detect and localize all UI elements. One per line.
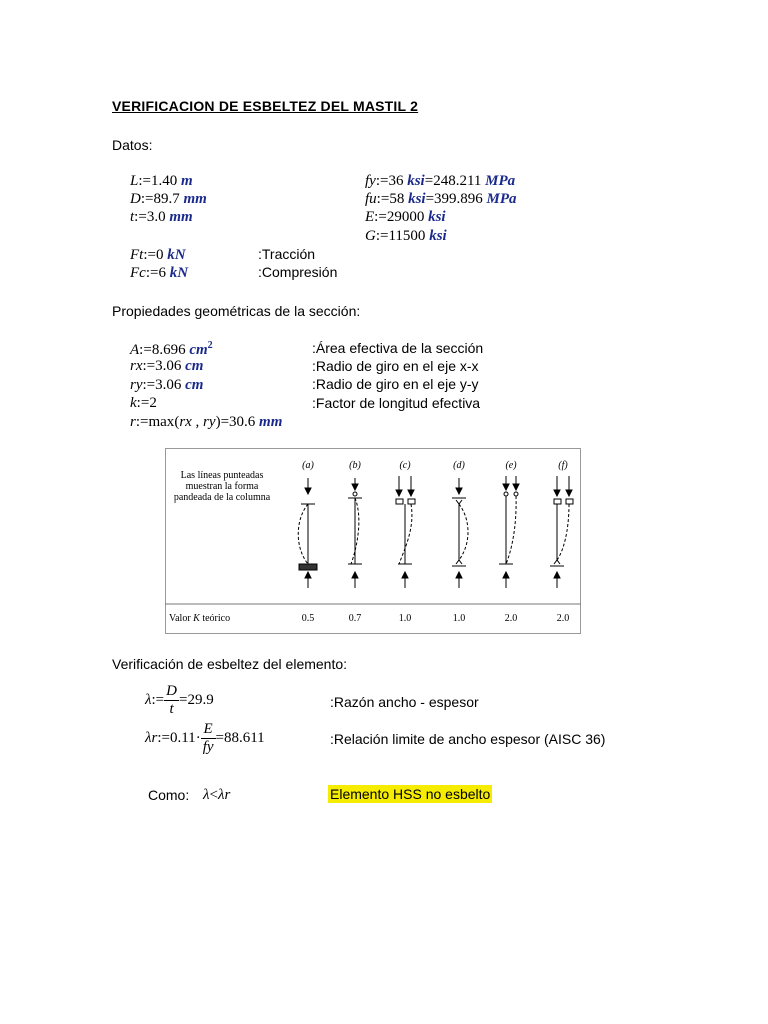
caption-line-3: pandeada de la columna [173, 492, 271, 503]
k-value: 0.5 [301, 613, 315, 624]
slenderness-label: Verificación de esbeltez del elemento: [112, 656, 348, 672]
k-value: 2.0 [556, 613, 570, 624]
k-value: 2.0 [504, 613, 518, 624]
desc-rx: :Radio de giro en el eje x-x [312, 358, 479, 374]
result-highlight [328, 786, 492, 802]
desc-compresion: :Compresión [258, 264, 338, 280]
eq-A: A:=8.696 $cm^2$ [130, 340, 213, 358]
case-label: (e) [505, 460, 517, 471]
eq-rx: rx:=3.06 cm [130, 358, 204, 374]
case-label: (f) [558, 460, 568, 471]
eq-lambda-r: λr:=0.11· $\frac{E}{fy}$ =88.611 [145, 721, 265, 755]
k-label: Valor K teórico [169, 613, 231, 624]
caption-line-2: muestran la forma [185, 481, 259, 492]
section-label: Propiedades geométricas de la sección: [112, 303, 361, 319]
desc-A: :Área efectiva de la sección [312, 340, 484, 356]
k-value: 0.7 [348, 613, 362, 624]
eq-r: r:=max(rx , ry)=30.6 mm [130, 414, 283, 430]
eq-k: k:=2 [130, 395, 157, 411]
caption-line-1: Las líneas punteadas [180, 470, 264, 481]
eq-fu: fu:=58 ksi=399.896 MPa [365, 191, 517, 207]
case-label: (a) [302, 460, 314, 471]
eq-G: G:=11500 ksi [365, 228, 447, 244]
case-label: (c) [399, 460, 411, 471]
desc-lambda-r: :Relación limite de ancho espesor (AISC 36) [330, 731, 606, 747]
desc-ry: :Radio de giro en el eje y-y [312, 376, 479, 392]
page-title: VERIFICACION DE ESBELTEZ DEL MASTIL 2 [112, 98, 419, 114]
eq-t: t:=3.0 mm [130, 209, 193, 225]
datos-label: Datos: [112, 137, 153, 153]
case-label: (b) [349, 460, 361, 471]
case-label: (d) [453, 460, 465, 471]
eq-E: E:=29000 ksi [365, 209, 446, 225]
buckling-k-factor-figure [165, 448, 581, 634]
eq-L: L:=1.40 m [130, 173, 193, 189]
como-label: Como: [148, 787, 190, 803]
eq-fy: fy:=36 ksi=248.211 MPa [365, 173, 516, 189]
k-value: 1.0 [452, 613, 466, 624]
desc-k: :Factor de longitud efectiva [312, 395, 481, 411]
eq-como: λ<λr [203, 787, 231, 803]
eq-Fc: Fc:=6 kN [130, 265, 189, 281]
eq-Ft: Ft:=0 kN [130, 247, 186, 263]
desc-lambda: :Razón ancho - espesor [330, 694, 479, 710]
eq-lambda: λ:= $\frac{D}{t}$ =29.9 [145, 683, 214, 717]
eq-D: D:=89.7 mm [130, 191, 207, 207]
desc-traccion: :Tracción [258, 246, 316, 262]
result-text: Elemento HSS no esbelto [330, 786, 491, 802]
k-value: 1.0 [398, 613, 412, 624]
eq-ry: ry:=3.06 cm [130, 377, 204, 393]
